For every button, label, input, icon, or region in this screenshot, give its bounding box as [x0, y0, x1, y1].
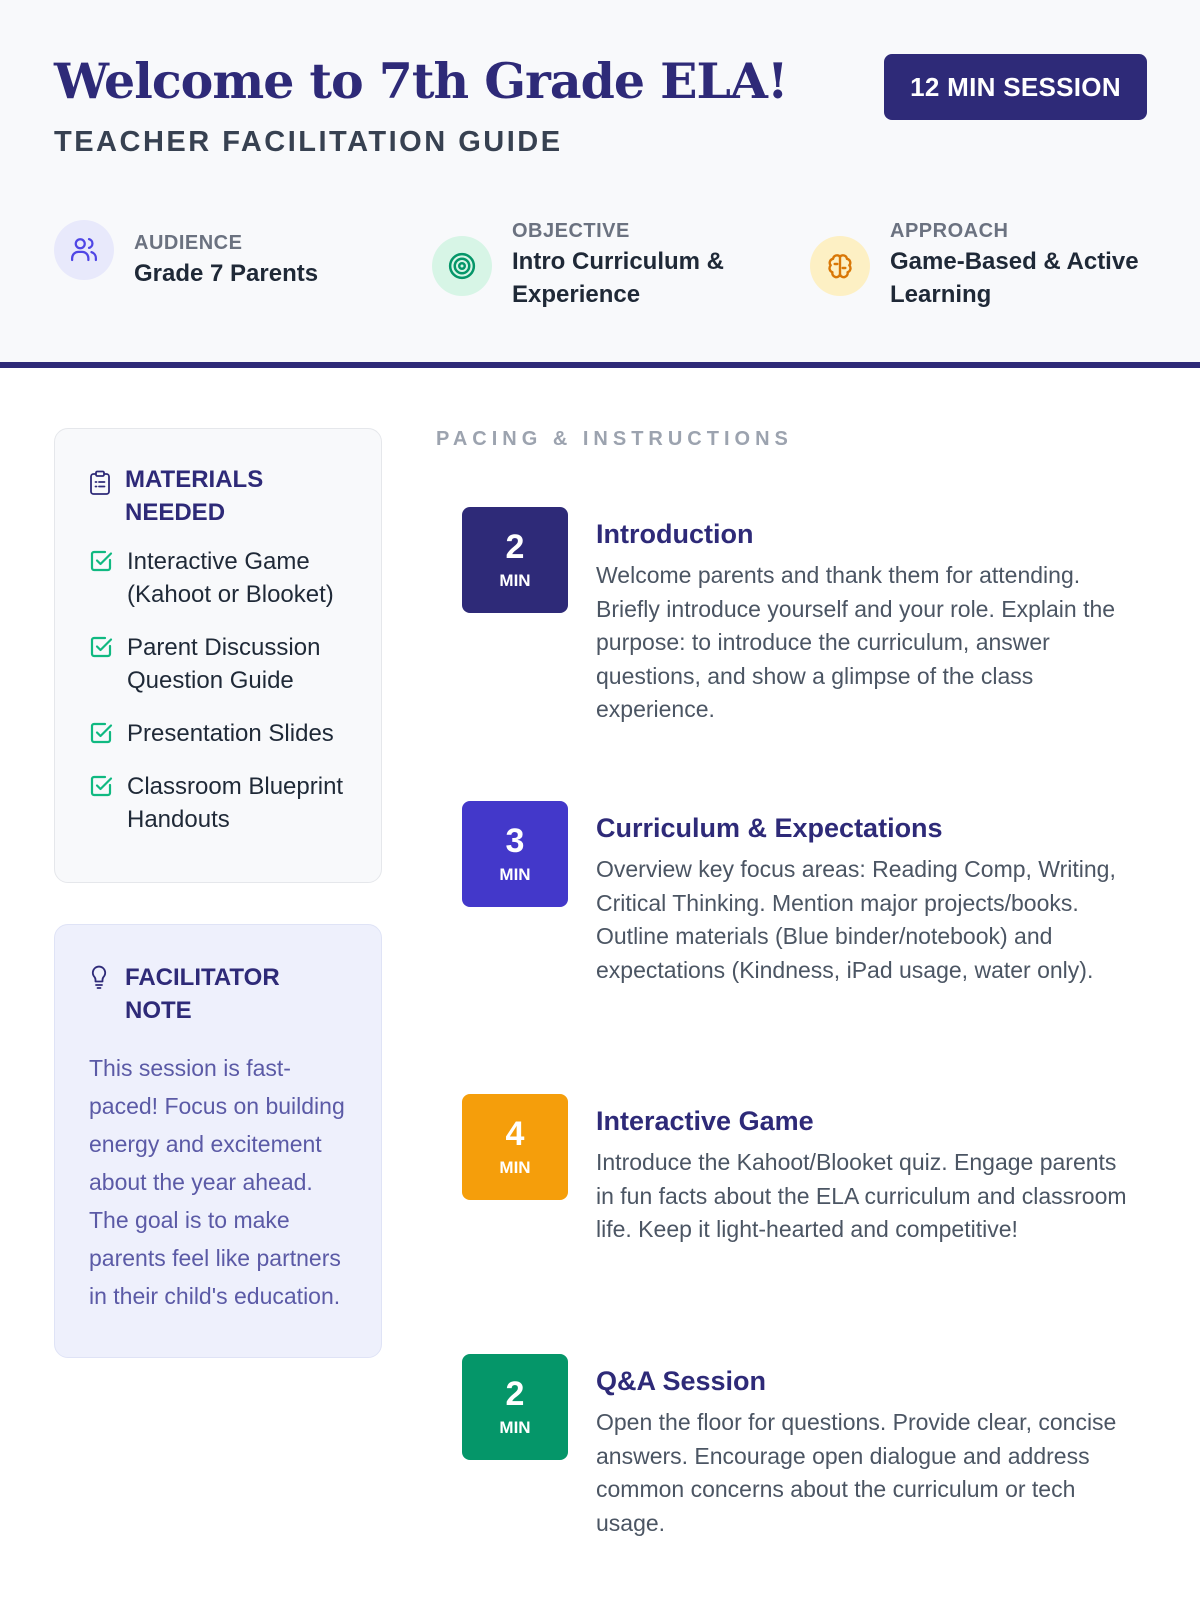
check-square-icon — [89, 549, 115, 578]
step-duration-badge — [462, 507, 568, 613]
meta-approach — [810, 220, 1150, 311]
lightbulb-icon — [89, 964, 115, 995]
list-item — [89, 545, 351, 611]
step-minutes: 2 — [505, 528, 525, 566]
brain-icon — [824, 250, 856, 282]
session-duration-badge: 12 MIN SESSION — [884, 54, 1147, 120]
step-duration-badge — [462, 801, 568, 907]
note-title: FACILITATOR NOTE — [125, 964, 280, 1024]
step-minutes: 4 — [505, 1115, 525, 1153]
note-text: This session is fast-paced! Focus on building energy and excitement about the year ahead. The goal is to make parents feel like partners in their child's education. — [89, 1055, 345, 1309]
check-square-icon — [89, 635, 115, 664]
material-item-label: Interactive Game (Kahoot or Blooket) — [127, 548, 334, 608]
step-description: Overview key focus areas: Reading Comp, Writing, Critical Thinking. Mention major projects/books. Outline materials (Blue binder/notebook) and expectations (Kindness, iPad usage, water only). — [596, 856, 1116, 983]
pacing-section-label: PACING & INSTRUCTIONS — [436, 428, 793, 450]
clipboard-icon — [89, 470, 115, 501]
material-item-label: Presentation Slides — [127, 720, 334, 747]
target-icon — [447, 251, 477, 281]
material-item-label: Classroom Blueprint Handouts — [127, 773, 344, 833]
note-header — [89, 961, 351, 1027]
meta-approach-icon-circle — [810, 236, 870, 296]
check-square-icon — [89, 721, 115, 750]
materials-list — [89, 545, 351, 836]
check-square-icon — [89, 774, 115, 803]
meta-approach-value: Game-Based & Active Learning — [890, 248, 1139, 308]
material-item-label: Parent Discussion Question Guide — [127, 634, 321, 694]
meta-objective — [432, 220, 742, 311]
meta-objective-value: Intro Curriculum & Experience — [512, 248, 725, 308]
step-minutes: 3 — [505, 822, 525, 860]
list-item — [89, 717, 351, 750]
meta-audience-icon-circle — [54, 220, 114, 280]
meta-objective-icon-circle — [432, 236, 492, 296]
step-title: Q&A Session — [596, 1366, 767, 1396]
step-description: Welcome parents and thank them for attending. Briefly introduce yourself and your role. Explain the purpose: to introduce the curriculum, answer questions, and show a glimpse of the class experience. — [596, 562, 1116, 722]
users-icon — [69, 235, 99, 265]
list-item — [89, 631, 351, 697]
materials-card — [54, 428, 382, 883]
meta-approach-label: APPROACH — [890, 220, 1009, 242]
step-unit: MIN — [499, 1158, 531, 1177]
step-duration-badge — [462, 1354, 568, 1460]
meta-audience-value: Grade 7 Parents — [134, 260, 319, 287]
page-subtitle: TEACHER FACILITATION GUIDE — [54, 126, 563, 158]
step-duration-badge — [462, 1094, 568, 1200]
meta-audience-label: AUDIENCE — [134, 232, 243, 254]
meta-audience — [54, 220, 318, 290]
materials-header — [89, 463, 351, 529]
step-minutes: 2 — [505, 1375, 525, 1413]
facilitator-note-card — [54, 924, 382, 1358]
list-item — [89, 770, 351, 836]
step-unit: MIN — [499, 865, 531, 884]
step-unit: MIN — [499, 1418, 531, 1437]
meta-objective-label: OBJECTIVE — [512, 220, 630, 242]
page-header — [0, 0, 1200, 368]
step-description: Open the floor for questions. Provide clear, concise answers. Encourage open dialogue and address common concerns about the curriculum or tech usage. — [596, 1409, 1117, 1536]
step-unit: MIN — [499, 571, 531, 590]
page-title: Welcome to 7th Grade ELA! — [54, 52, 788, 110]
step-title: Introduction — [596, 519, 754, 549]
step-title: Interactive Game — [596, 1106, 814, 1136]
step-description: Introduce the Kahoot/Blooket quiz. Engage parents in fun facts about the ELA curriculum and classroom life. Keep it light-hearted and competitive! — [596, 1149, 1127, 1242]
step-title: Curriculum & Expectations — [596, 813, 943, 843]
materials-title: MATERIALS NEEDED — [125, 466, 264, 526]
